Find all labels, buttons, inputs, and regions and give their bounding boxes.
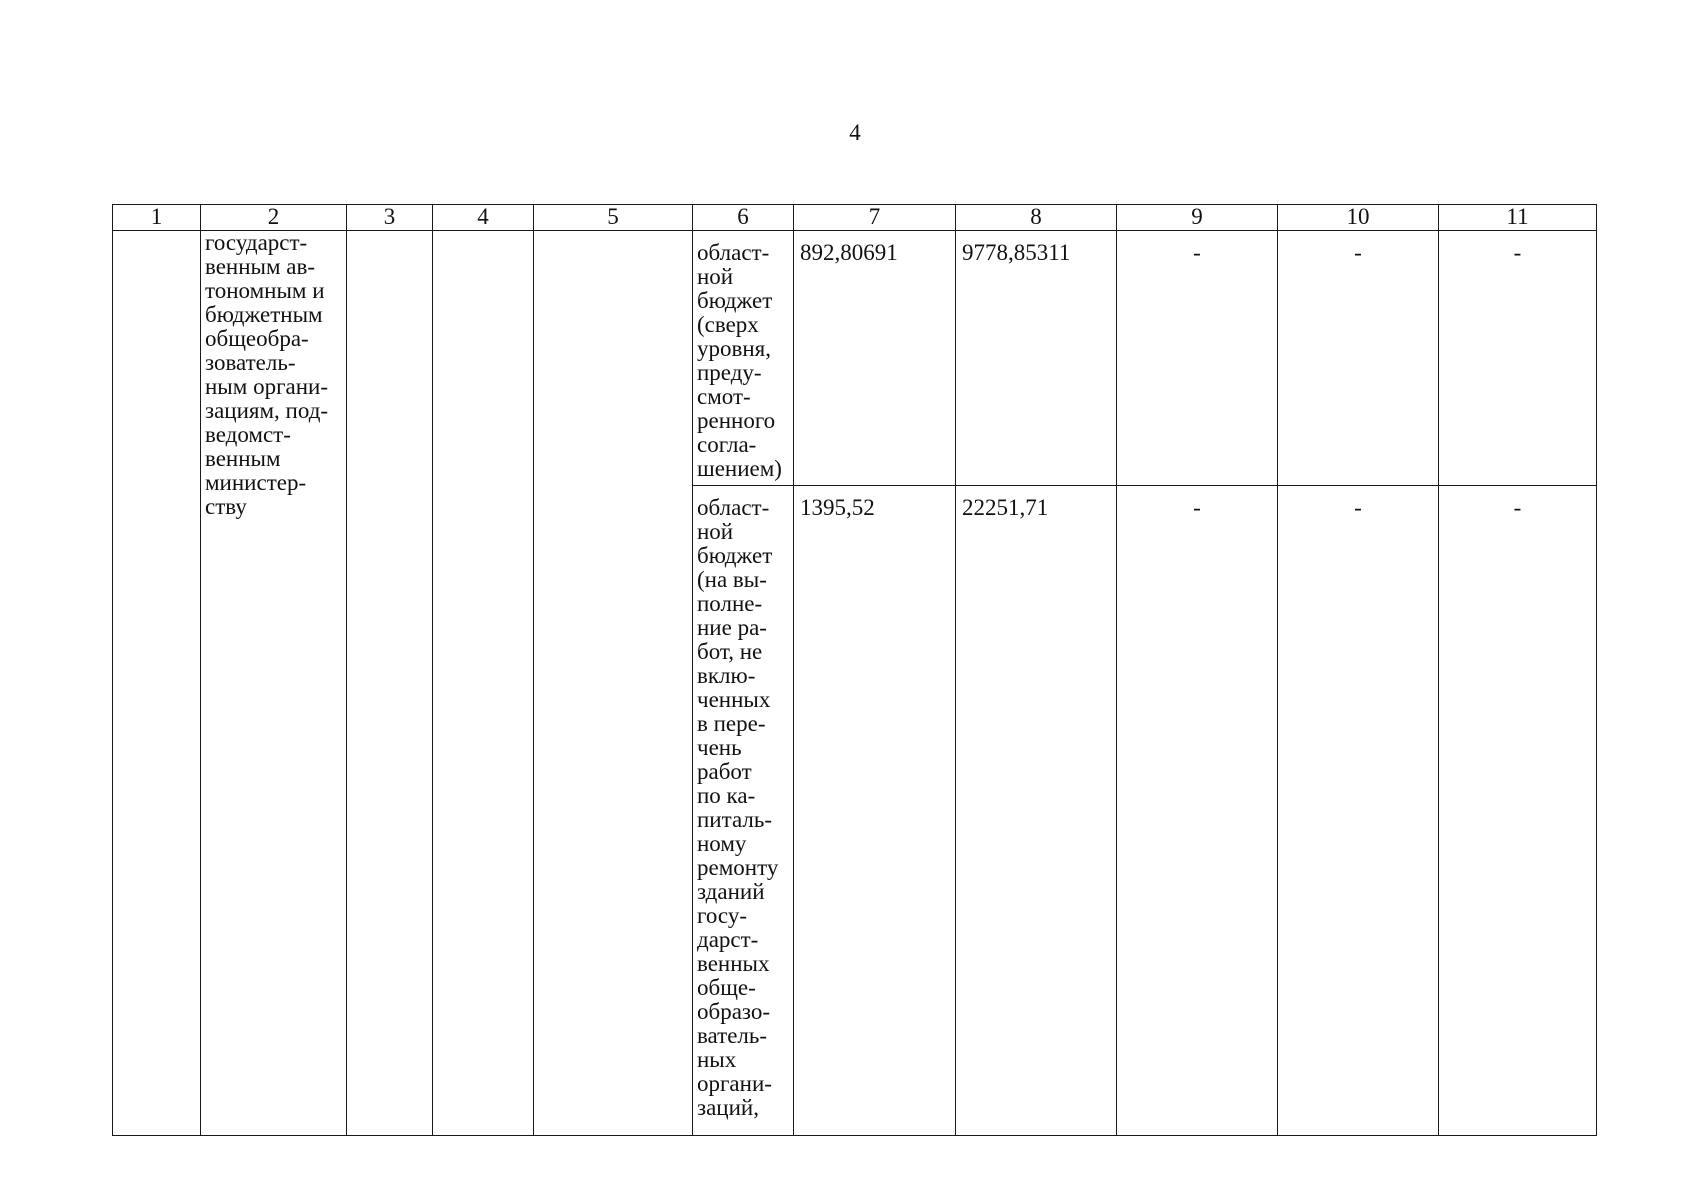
cell-col7 [794, 486, 956, 1136]
cell-col11 [1439, 231, 1597, 486]
cell-col4 [433, 231, 534, 1136]
cell-col2 [201, 231, 347, 1136]
value-col10: - [1354, 240, 1362, 265]
cell-col8 [956, 231, 1117, 486]
value-col9: - [1193, 240, 1201, 265]
value-col7: 892,80691 [800, 240, 898, 265]
header-cell-9: 9 [1117, 205, 1278, 231]
cell-source [693, 486, 794, 1136]
cell-col9 [1117, 486, 1278, 1136]
header-cell-11: 11 [1439, 205, 1597, 231]
header-cell-7: 7 [794, 205, 956, 231]
header-cell-4: 4 [433, 205, 534, 231]
cell-col1 [113, 231, 201, 1136]
value-col11: - [1513, 495, 1522, 520]
cell-col9 [1117, 231, 1278, 486]
header-cell-1: 1 [113, 205, 201, 231]
cell-col3 [347, 231, 433, 1136]
table-row [113, 231, 1597, 486]
funding-source-text: област- ной бюджет (на вы- полне- ние ра- бот, не вклю- ченных в пере- чень работ по ка- питаль- ному ремонту зданий госу- дарст- венных обще- образо- ватель- ных органи- заций, [697, 495, 779, 1120]
header-cell-6: 6 [693, 205, 794, 231]
header-cell-3: 3 [347, 205, 433, 231]
page-number: 4 [849, 120, 861, 145]
header-cell-5: 5 [534, 205, 693, 231]
cell-col5 [534, 231, 693, 1136]
cell-col8 [956, 486, 1117, 1136]
cell-col10 [1278, 486, 1439, 1136]
value-col7: 1395,52 [800, 495, 875, 520]
header-row [113, 205, 1597, 231]
value-col9: - [1193, 495, 1201, 520]
value-col8: 9778,85311 [962, 240, 1071, 265]
cell-col11 [1439, 486, 1597, 1136]
value-col11: - [1513, 240, 1522, 265]
header-cell-2: 2 [201, 205, 347, 231]
cell-source [693, 231, 794, 486]
value-col10: - [1354, 495, 1362, 520]
header-cell-10: 10 [1278, 205, 1439, 231]
data-table [112, 204, 1597, 1136]
recipient-text: государст- венным ав- тономным и бюджетным общеобра- зователь- ным органи- зациям, под- ведомст- венным министер- ству [205, 230, 329, 519]
cell-col7 [794, 231, 956, 486]
header-cell-8: 8 [956, 205, 1117, 231]
funding-source-text: област- ной бюджет (сверх уровня, преду- смот- ренного согла- шением) [697, 240, 782, 481]
value-col8: 22251,71 [962, 495, 1049, 520]
cell-col10 [1278, 231, 1439, 486]
